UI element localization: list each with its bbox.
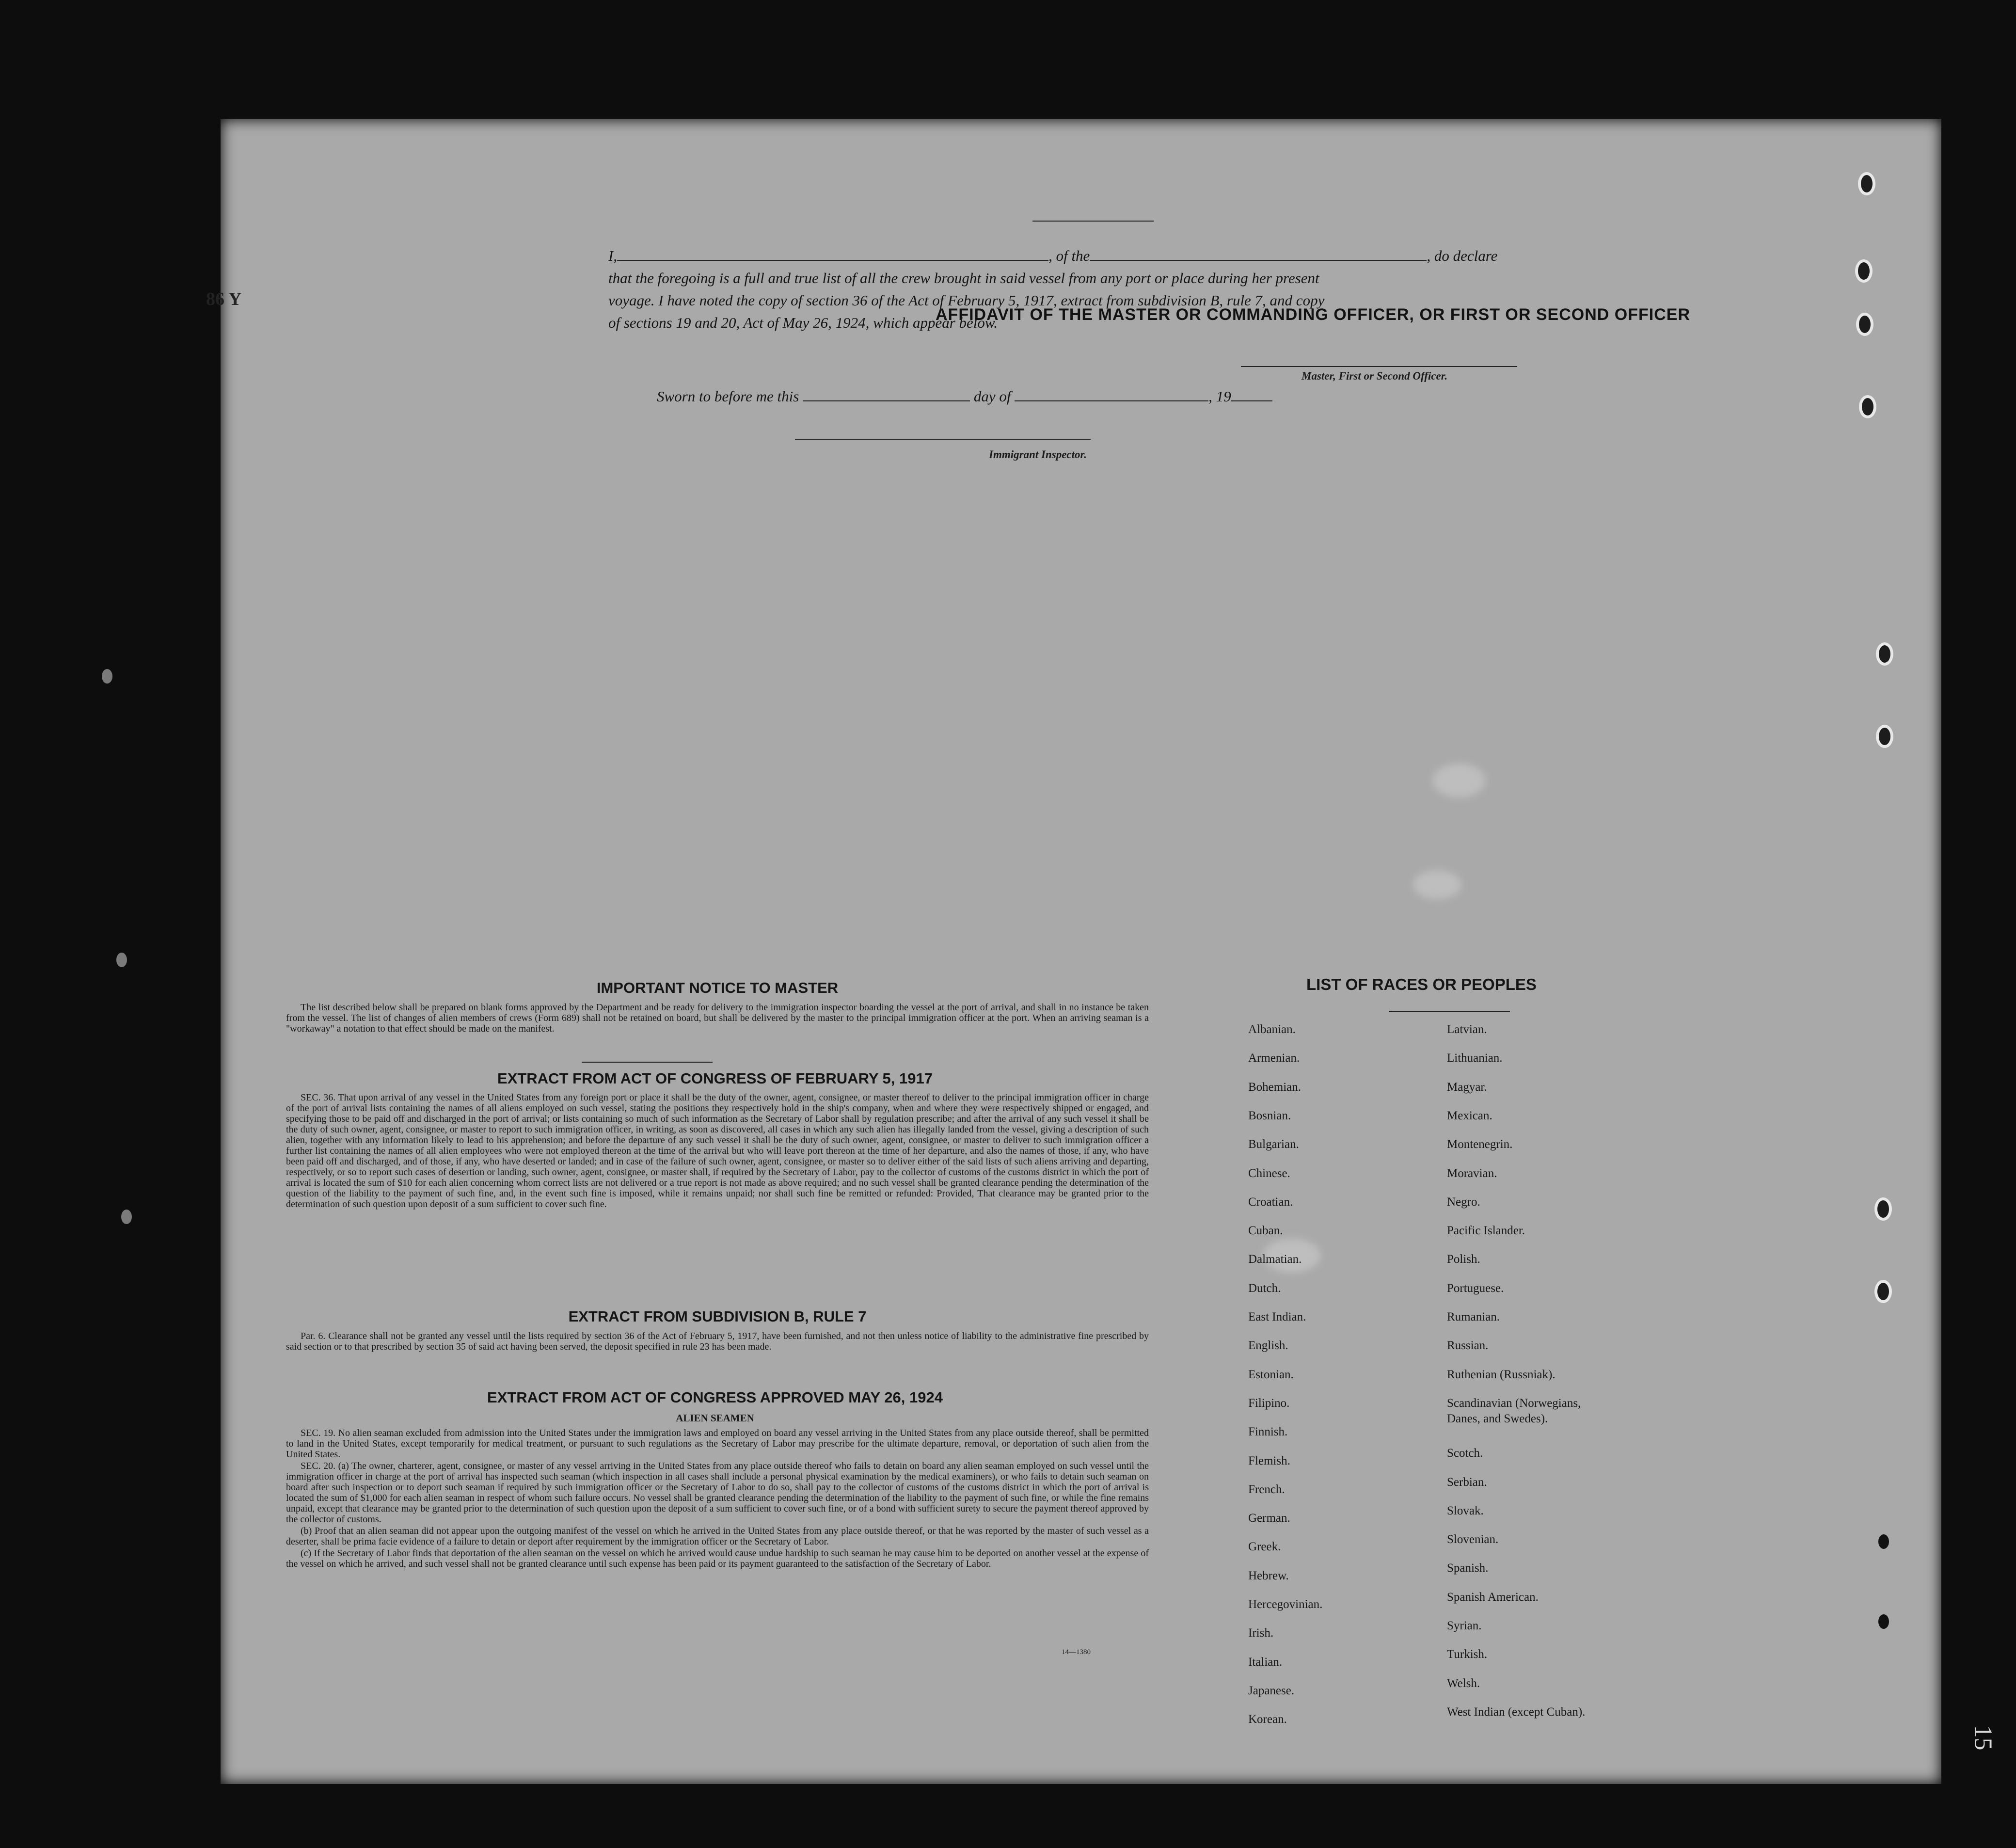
race-item: Rumanian. (1447, 1310, 1500, 1323)
extract-1924-title: EXTRACT FROM ACT OF CONGRESS APPROVED MAY 26, 1924 (487, 1389, 943, 1406)
race-item: Dutch. (1248, 1281, 1281, 1295)
extract-rule7-title: EXTRACT FROM SUBDIVISION B, RULE 7 (568, 1308, 867, 1325)
race-item: Latvian. (1447, 1023, 1487, 1036)
race-item: Spanish American. (1447, 1590, 1539, 1604)
extract-rule7-text (286, 1331, 1149, 1353)
race-item: Scotch. (1447, 1447, 1483, 1460)
race-item: Finnish. (1248, 1425, 1288, 1439)
race-item: Italian. (1248, 1655, 1283, 1669)
sworn-text-b: day of (973, 388, 1011, 405)
affidavit-line-1 (608, 245, 1554, 267)
race-item: East Indian. (1248, 1310, 1306, 1323)
race-item: Pacific Islander. (1447, 1224, 1525, 1238)
race-item: Montenegrin. (1447, 1138, 1513, 1151)
race-item: Polish. (1447, 1253, 1480, 1266)
race-item: Bulgarian. (1248, 1138, 1299, 1151)
title-divider (1032, 221, 1154, 222)
blank-vessel (1090, 246, 1427, 261)
race-item: Portuguese. (1447, 1281, 1504, 1295)
extract-1917-text (286, 1092, 1149, 1211)
race-item: Japanese. (1248, 1684, 1295, 1697)
race-item: Welsh. (1447, 1676, 1480, 1690)
margin-handwritten-note: 86 Y (206, 289, 242, 309)
extract-1924-sec20c: (c) If the Secretary of Labor finds that deportation of the alien seaman on the vessel on which he arrived would cause undue hardship to such seaman he may cause him to be deported on another vessel at the expense of the vessel on which he arrived, and such vessel shall not be granted clearance until such expense has been paid or its payment guaranteed to the satisfaction of the Secretary of Labor. (286, 1548, 1149, 1569)
notice-title: IMPORTANT NOTICE TO MASTER (596, 979, 839, 996)
race-item: Russian. (1447, 1339, 1489, 1353)
punch-hole (1859, 395, 1876, 418)
punch-hole (1858, 172, 1875, 195)
document-page (206, 119, 1941, 1784)
race-item: Hercegovinian. (1248, 1598, 1323, 1611)
race-item: Serbian. (1447, 1475, 1487, 1489)
race-item: Magyar. (1447, 1080, 1487, 1094)
inspector-caption: Immigrant Inspector. (989, 448, 1087, 461)
blank-month (1015, 388, 1208, 401)
punch-hole (1856, 313, 1873, 336)
punch-hole (1874, 1197, 1892, 1221)
punch-hole (1876, 642, 1893, 666)
sworn-text-a: Sworn to before me this (657, 388, 799, 405)
punch-hole (1876, 725, 1893, 748)
races-title: LIST OF RACES OR PEOPLES (1306, 975, 1537, 993)
race-item: Moravian. (1447, 1166, 1497, 1180)
extract-1924-sec19: SEC. 19. No alien seaman excluded from admission into the United States under the immigration laws and employed on board any vessel arriving in the United States from any place outside thereof, shall be permitted to land in the United States, except temporarily for medical treatment, or pursuant to such regulations as the Secretary of Labor may prescribe for the ultimate departure, removal, or deportation of such alien from the United States. (286, 1428, 1149, 1460)
blank-name (617, 246, 1048, 261)
extract-1917-paragraph: SEC. 36. That upon arrival of any vessel in the United States from any foreign port or place it shall be the duty of the owner, agent, consignee, or master thereof to deliver to the principal immigration officer in charge of the port of arrival lists containing the names of all aliens employed on such vessel, stating the positions they respectively hold in the ship's company, when and where they were respectively shipped or engaged, and specifying those to be paid off and discharged in the port of arrival; or lists containing so much of such information as the Secretary of Labor shall by regulation prescribe; and after the arrival of any such vessel it shall be the duty of such owner, agent, consignee, or master to report to such immigration officer, in writing, as soon as discovered, all cases in which any such alien has illegally landed from the vessel, giving a description of such alien, together with any information likely to lead to his apprehension; and before the departure of any such vessel it shall be the duty of such owner, agent, consignee, or master to deliver to such immigration officer a further list containing the names of all alien employees who were not employed thereon at the time of the arrival but who will leave port thereon at the time of her departure, and also the names of those, if any, who have been paid off and discharged, and of those, if any, who have deserted or landed; and in case of the failure of such owner, agent, consignee, or master so to deliver either of the said lists of such aliens arriving and departing, respectively, or so to report such cases of desertion or landing, such owner, agent, consignee, or master shall, if required by the Secretary of Labor, pay to the collector of customs of the customs district in which the port of arrival is located the sum of $10 for each alien concerning whom correct lists are not delivered or a true report is not made as above required; and no such vessel shall be granted clearance pending the determination of the question of the liability to the payment of such fine, and, in the event such fine is imposed, while it remains unpaid; nor shall such fine be remitted or refunded: Provided, That clearance may be granted prior to the determination of such question upon deposit of a sum sufficient to cover such fine. (286, 1092, 1149, 1210)
race-item: Irish. (1248, 1626, 1274, 1640)
affidavit-line-4: of sections 19 and 20, Act of May 26, 1924, which appear below. (608, 314, 998, 331)
race-item: Danes, and Swedes). (1447, 1412, 1548, 1425)
affidavit-i: I, (608, 247, 618, 264)
blank-year (1231, 388, 1272, 401)
race-item: French. (1248, 1482, 1285, 1496)
affidavit-of-the: , of the (1048, 247, 1090, 264)
affidavit-line-2: that the foregoing is a full and true list of all the crew brought in said vessel from any port or place during her present (608, 270, 1319, 287)
race-item: Filipino. (1248, 1396, 1290, 1410)
page-number: 15 (1969, 1725, 1997, 1751)
punch-hole (1878, 1614, 1889, 1629)
notice-text (286, 1002, 1149, 1035)
race-item: Korean. (1248, 1713, 1287, 1726)
race-item: Slovak. (1447, 1504, 1484, 1517)
punch-hole (1855, 259, 1873, 283)
binder-hole (121, 1210, 132, 1224)
paper-smudge (1413, 870, 1461, 899)
race-item: English. (1248, 1339, 1288, 1353)
section-divider (582, 1062, 713, 1063)
master-signature-line (1241, 366, 1517, 367)
race-item: Spanish. (1447, 1561, 1489, 1575)
paper-smudge (1432, 764, 1486, 797)
notice-paragraph: The list described below shall be prepared on blank forms approved by the Department and be ready for delivery to the immigration inspector boarding the vessel at the port of arrival, and shall in no instance be taken from the vessel. The list of changes of alien members of crews (Form 689) shall not be retained on board, but shall be delivered by the master to the principal immigration officer at the port. When an arriving seaman is a "workaway" a notation to that effect should be made on the manifest. (286, 1002, 1149, 1034)
race-item: Flemish. (1248, 1454, 1290, 1467)
master-signature-caption: Master, First or Second Officer. (1302, 370, 1448, 382)
race-item: Cuban. (1248, 1224, 1283, 1238)
affidavit-declare: , do declare (1427, 247, 1498, 264)
race-item: Dalmatian. (1248, 1253, 1302, 1266)
affidavit-line-3: voyage. I have noted the copy of section 36 of the Act of February 5, 1917, extract from subdivision B, rule 7, and copy (608, 292, 1325, 309)
extract-1924-sec20a: SEC. 20. (a) The owner, charterer, agent, consignee, or master of any vessel arriving in the United States from any place outside thereof who fails to detain on board any alien seaman employed on such vessel until the immigration officer in charge at the port of arrival has inspected such seaman (which inspection in all cases shall include a personal physical examination by the medical examiners), or who fails to detain such seaman on board after such inspection or to deport such seaman if required by such immigration officer or the Secretary of Labor to do so, shall pay to the collector of customs of the customs district in which the port of arrival is located the sum of $1,000 for each alien seaman in respect of whom such failure occurs. No vessel shall be granted clearance pending the determination of the liability to the payment of such fine, or while the fine remains unpaid, except that clearance may be granted prior to the determination of such question upon the deposit of a sum sufficient to cover such fine, or of a bond with sufficient surety to secure the payment thereof approved by the collector of customs. (286, 1461, 1149, 1525)
race-item: Croatian. (1248, 1195, 1293, 1209)
inspector-signature-line (795, 439, 1091, 440)
punch-hole (1874, 1280, 1892, 1303)
race-item: Negro. (1447, 1195, 1480, 1209)
race-item: Greek. (1248, 1540, 1281, 1554)
race-item: German. (1248, 1512, 1290, 1525)
race-item: Bohemian. (1248, 1080, 1302, 1094)
extract-1924-text (286, 1428, 1149, 1570)
extract-1917-title: EXTRACT FROM ACT OF CONGRESS OF FEBRUARY 5, 1917 (497, 1070, 933, 1087)
binder-hole (116, 953, 127, 967)
affidavit-body (608, 245, 1554, 334)
extract-rule7-paragraph: Par. 6. Clearance shall not be granted any vessel until the lists required by section 36 of the Act of February 5, 1917, have been furnished, and not then unless notice of liability to the administrative fine prescribed by said section or to that prescribed by section 35 of said act having been served, the deposit specified in rule 23 has been made. (286, 1331, 1149, 1352)
race-item: Turkish. (1447, 1648, 1488, 1661)
race-item: Hebrew. (1248, 1569, 1289, 1582)
race-item: Ruthenian (Russniak). (1447, 1368, 1556, 1381)
race-item: Albanian. (1248, 1023, 1296, 1036)
affidavit-title: AFFIDAVIT OF THE MASTER OR COMMANDING OFFICER, OR FIRST OR SECOND OFFICER (936, 305, 1690, 324)
extract-1924-subtitle: ALIEN SEAMEN (676, 1412, 754, 1424)
sworn-text-c: , 19 (1208, 388, 1231, 405)
form-number: 14—1380 (1062, 1648, 1091, 1656)
race-item: Estonian. (1248, 1368, 1294, 1381)
race-item: West Indian (except Cuban). (1447, 1705, 1586, 1719)
extract-1924-sec20b: (b) Proof that an alien seaman did not appear upon the outgoing manifest of the vessel on which he arrived in the United States from any place outside thereof, or that he was reported by the master of such vessel as a deserter, shall be prima facie evidence of a failure to detain or deport after requirement by the immigration officer or the Secretary of Labor. (286, 1526, 1149, 1547)
races-divider (1389, 1011, 1510, 1012)
race-item: Bosnian. (1248, 1109, 1291, 1122)
binder-hole (102, 669, 112, 684)
blank-day (803, 388, 970, 401)
race-item: Armenian. (1248, 1051, 1300, 1065)
race-item: Slovenian. (1447, 1533, 1499, 1546)
race-item: Chinese. (1248, 1166, 1290, 1180)
race-item: Syrian. (1447, 1619, 1482, 1632)
race-item: Scandinavian (Norwegians, (1447, 1396, 1581, 1410)
sworn-line (657, 388, 1272, 405)
race-item: Mexican. (1447, 1109, 1492, 1122)
punch-hole (1878, 1534, 1889, 1549)
race-item: Lithuanian. (1447, 1051, 1503, 1065)
